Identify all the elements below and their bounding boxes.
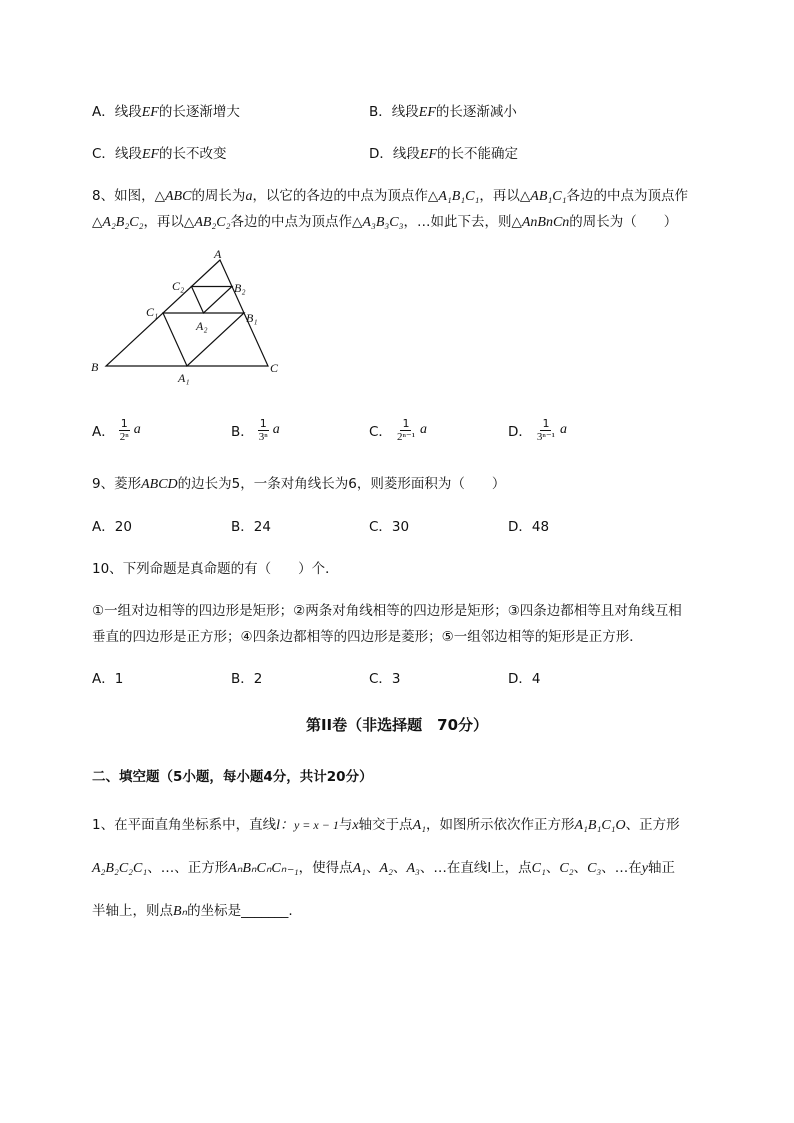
label-b2: B₂ bbox=[234, 281, 246, 295]
q10-option-b: B．2 bbox=[231, 671, 263, 687]
q10-option-c: C．3 bbox=[369, 671, 401, 687]
stem-text: 、…、正方形 bbox=[147, 860, 229, 876]
label-c2: C₂ bbox=[172, 279, 185, 293]
math-var: a bbox=[272, 422, 280, 437]
math-var: a bbox=[420, 422, 428, 437]
stem-text: 轴正 bbox=[648, 860, 676, 876]
stem-text: ，如图所示依次作正方形 bbox=[425, 817, 575, 833]
stem-text: 、 bbox=[545, 860, 560, 876]
stem-text: 的周长为（ ） bbox=[569, 214, 678, 230]
option-text: 的长逐渐增大 bbox=[158, 104, 240, 120]
fraction-numerator: 1 bbox=[402, 416, 410, 430]
option-text: 线段 bbox=[391, 104, 419, 120]
stem-text: 下列命题是真命题的有（ ）个． bbox=[122, 561, 339, 577]
label-b: B bbox=[91, 360, 99, 374]
option-label: D． bbox=[508, 424, 532, 440]
q8-stem-line1 bbox=[92, 184, 688, 205]
math-var: a bbox=[133, 422, 141, 437]
q10-stem bbox=[92, 557, 339, 577]
stem-text: ，…如此下去，则△ bbox=[403, 214, 522, 230]
stem-text: 、正方形 bbox=[625, 817, 680, 833]
stem-text: 菱形 bbox=[114, 476, 142, 492]
math-var: AB₁C₁ bbox=[530, 189, 567, 204]
fraction-numerator: 1 bbox=[120, 416, 128, 430]
math-var: AB₂C₂ bbox=[194, 215, 231, 230]
option-label: A． bbox=[92, 104, 115, 120]
stem-text: 、 bbox=[392, 860, 407, 876]
math-var: ABCD bbox=[141, 477, 178, 492]
answer-blank: 的坐标是_______. bbox=[187, 903, 293, 919]
option-label: C． bbox=[92, 146, 115, 162]
option-label: A． bbox=[92, 424, 115, 440]
fraction bbox=[118, 418, 131, 443]
fraction bbox=[395, 418, 417, 443]
math-var: A₁B₁C₁ bbox=[438, 189, 480, 204]
q10-statements-line2: 垂直的四边形是正方形；④四条边都相等的四边形是菱形；⑤一组邻边相等的矩形是正方形． bbox=[92, 629, 643, 645]
math-var: AₙBₙCₙCₙ₋₁ bbox=[228, 861, 299, 876]
option-label: B． bbox=[369, 104, 392, 120]
q10-statements-line1: ①一组对边相等的四边形是矩形；②两条对角线相等的四边形是矩形；③四条边都相等且对角线互相 bbox=[92, 603, 682, 619]
option-text: 线段 bbox=[114, 146, 142, 162]
label-b1: B₁ bbox=[246, 311, 258, 325]
label-a2: A₂ bbox=[196, 319, 208, 333]
stem-text: 的边长为5，一条对角线长为6，则菱形面积为（ ） bbox=[177, 476, 506, 492]
stem-text: 、…在直线l上，点 bbox=[419, 860, 532, 876]
math-var: a bbox=[559, 422, 567, 437]
math-var: A₂B₂C₂ bbox=[102, 215, 144, 230]
stem-text: 、…在 bbox=[601, 860, 642, 876]
math-var: l： bbox=[276, 818, 294, 833]
q8-stem-line2 bbox=[92, 210, 677, 231]
stem-text: ，以它的各边的中点为顶点作△ bbox=[252, 188, 439, 204]
math-var: C₂ bbox=[559, 861, 574, 876]
q8-option-b bbox=[231, 412, 280, 448]
fill-section-heading: 二、填空题（5小题，每小题4分，共计20分） bbox=[92, 769, 373, 785]
q9-stem bbox=[92, 472, 505, 493]
q9-option-d: D．48 bbox=[508, 519, 550, 535]
stem-text: 的周长为 bbox=[191, 188, 246, 204]
stem-text: 在平面直角坐标系中，直线 bbox=[114, 817, 277, 833]
fraction-denominator: 3ⁿ bbox=[258, 430, 268, 443]
math-var: A₃ bbox=[406, 861, 420, 876]
part2-title: 第II卷（非选择题 70分） bbox=[305, 716, 489, 734]
math-var: C₃ bbox=[587, 861, 602, 876]
q7-option-d bbox=[369, 142, 518, 163]
label-c1: C₁ bbox=[146, 305, 159, 319]
fraction-denominator: 2ⁿ⁻¹ bbox=[396, 430, 416, 443]
stem-text: 半轴上，则点 bbox=[92, 903, 173, 919]
stem-text: ，再以△ bbox=[479, 188, 531, 204]
option-text: 线段 bbox=[392, 146, 420, 162]
question-number: 9、 bbox=[92, 476, 115, 492]
label-c: C bbox=[270, 361, 279, 375]
math-var: a bbox=[245, 189, 253, 204]
math-var: ABC bbox=[164, 189, 192, 204]
triangle-a2b2c2 bbox=[192, 287, 233, 314]
q7-option-c bbox=[92, 142, 227, 163]
math-var: A₁ bbox=[352, 861, 367, 876]
option-text: 的长不改变 bbox=[159, 146, 227, 162]
stem-text: 、 bbox=[366, 860, 380, 876]
option-label: D． bbox=[369, 146, 393, 162]
stem-text: 轴交于点 bbox=[358, 817, 413, 833]
stem-text: △ bbox=[92, 214, 103, 230]
q8-triangle-figure bbox=[88, 248, 288, 388]
option-label: B． bbox=[231, 424, 254, 440]
option-var: EF bbox=[141, 105, 159, 120]
option-text: 的长逐渐减小 bbox=[435, 104, 517, 120]
math-var: A₂B₂C₂C₁ bbox=[92, 861, 148, 876]
math-var: A₁ bbox=[412, 818, 426, 833]
question-number: 8、 bbox=[92, 188, 115, 204]
option-label: C． bbox=[369, 424, 392, 440]
fill1-line1 bbox=[92, 813, 680, 834]
q7-option-a bbox=[92, 100, 240, 121]
fraction-denominator: 3ⁿ⁻¹ bbox=[536, 430, 555, 443]
math-var: Bₙ bbox=[173, 904, 188, 919]
q9-option-b: B．24 bbox=[231, 519, 271, 535]
stem-text: 、 bbox=[573, 860, 588, 876]
stem-text: 各边的中点为顶点作 bbox=[566, 188, 688, 204]
q8-option-a bbox=[92, 412, 141, 448]
fill1-line3 bbox=[92, 899, 293, 920]
math-var: A₃B₃C₃ bbox=[362, 215, 404, 230]
q10-option-a: A．1 bbox=[92, 671, 124, 687]
q9-option-a: A．20 bbox=[92, 519, 132, 535]
math-var: C₁ bbox=[531, 861, 546, 876]
option-var: EF bbox=[418, 105, 436, 120]
q8-option-c bbox=[369, 412, 427, 448]
stem-text: 如图，△ bbox=[114, 188, 165, 204]
q9-option-c: C．30 bbox=[369, 519, 410, 535]
label-a1: A₁ bbox=[178, 371, 190, 385]
option-var: EF bbox=[419, 147, 438, 162]
math-var: x bbox=[352, 818, 359, 833]
fraction-numerator: 1 bbox=[542, 416, 550, 430]
fraction-denominator: 2ⁿ bbox=[119, 430, 129, 443]
option-text: 线段 bbox=[114, 104, 142, 120]
stem-text: ，使得点 bbox=[298, 860, 353, 876]
q7-option-b bbox=[369, 100, 517, 121]
q8-option-d bbox=[508, 412, 567, 448]
question-number: 10、 bbox=[92, 561, 123, 577]
math-var: AnBnCn bbox=[521, 215, 570, 230]
option-text: 的长不能确定 bbox=[437, 146, 519, 162]
fraction bbox=[535, 418, 557, 443]
stem-text: 与 bbox=[338, 817, 353, 833]
stem-text: 各边的中点为顶点作△ bbox=[230, 214, 363, 230]
stem-text: ，再以△ bbox=[143, 214, 195, 230]
fraction-numerator: 1 bbox=[259, 416, 267, 430]
fraction bbox=[257, 418, 270, 443]
math-var: A₂ bbox=[379, 861, 393, 876]
fill1-line2 bbox=[92, 856, 675, 877]
math-var: A₁B₁C₁O bbox=[574, 818, 626, 833]
math-var: y bbox=[641, 861, 649, 876]
math-equation: y = x − 1 bbox=[293, 818, 339, 832]
q10-option-d: D．4 bbox=[508, 671, 541, 687]
question-number: 1、 bbox=[92, 817, 115, 833]
option-var: EF bbox=[141, 147, 160, 162]
label-a: A bbox=[214, 248, 222, 261]
